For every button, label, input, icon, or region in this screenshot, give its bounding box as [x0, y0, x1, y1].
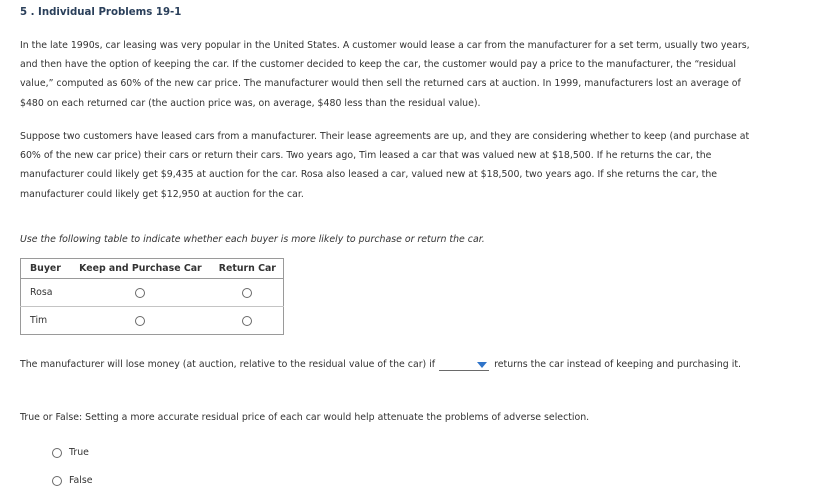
radio-true[interactable] [52, 448, 62, 458]
intro-paragraph: In the late 1990s, car leasing was very popular in the United States. A customer would lease a car from the manufacturer for a set term, usually two years, and then have the option of keeping the car. If the customer decided to keep the car, the customer would pay a price to the manufacturer, the “residual value,” computed as 60% of the new car price. The manufacturer would then sell the returned cars at auction. In 1999, manufacturers lost an average of $480 on each returned car (the auction price was, on average, $480 less than the residual value). [20, 40, 750, 109]
radio-tim-keep[interactable] [135, 316, 145, 326]
table-row-rosa [21, 279, 284, 307]
header-buyer: Buyer [21, 259, 70, 279]
radio-rosa-return[interactable] [242, 288, 252, 298]
buyer-choice-table [20, 258, 284, 335]
header-return: Return Car [212, 259, 284, 279]
option-false[interactable] [52, 475, 93, 486]
question-1-before: The manufacturer will lose money (at auction, relative to the residual value of the car) if [20, 359, 436, 370]
question-1 [20, 355, 770, 374]
question-1-after: returns the car instead of keeping and purchasing it. [494, 359, 741, 370]
radio-false[interactable] [52, 476, 62, 486]
table-row-tim [21, 307, 284, 335]
buyer-name-tim: Tim [30, 315, 48, 326]
scenario-paragraph: Suppose two customers have leased cars from a manufacturer. Their lease agreements are up, and they are considering whether to keep (and purchase at 60% of the new car price) their cars or return their cars. Two years ago, Tim leased a car that was valued new at $18,500. If he returns the car, the manufacturer could likely get $9,435 at auction for the car. Rosa also leased a car, valued new at $18,500, two years ago. If she returns the car, the manufacturer could likely get $12,950 at auction for the car. [20, 131, 750, 200]
question-2: True or False: Setting a more accurate residual price of each car would help attenuate the problems of adverse selection. [20, 412, 590, 423]
header-keep: Keep and Purchase Car [69, 259, 212, 279]
option-true-label: True [69, 447, 89, 458]
buyer-name-rosa: Rosa [21, 279, 70, 307]
buyer-dropdown[interactable] [439, 359, 489, 371]
option-false-label: False [69, 475, 93, 486]
option-true[interactable] [52, 447, 89, 458]
table-instruction: Use the following table to indicate whether each buyer is more likely to purchase or return the car. [20, 234, 485, 245]
problem-title: 5 . Individual Problems 19-1 [20, 7, 182, 18]
chevron-down-icon[interactable] [477, 362, 487, 368]
radio-rosa-keep[interactable] [135, 288, 145, 298]
radio-tim-return[interactable] [242, 316, 252, 326]
